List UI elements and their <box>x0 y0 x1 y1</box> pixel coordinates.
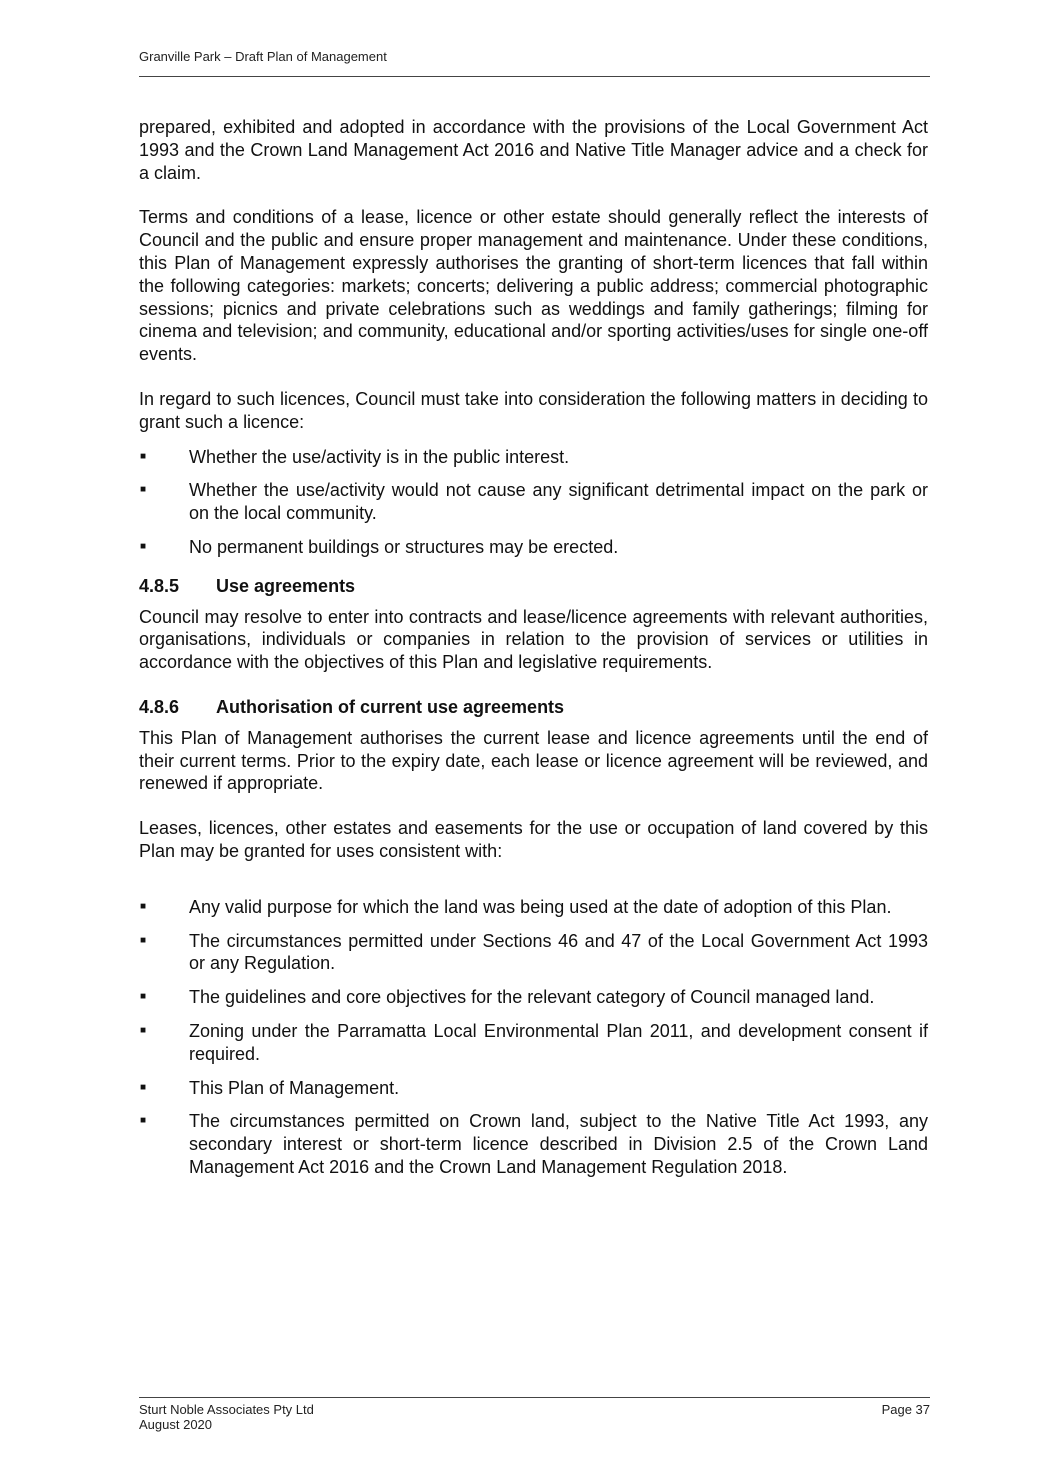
paragraph-licence-matters: In regard to such licences, Council must take into consideration the following matters in deciding to grant such a licence: <box>139 388 928 432</box>
section-title: Authorisation of current use agreements <box>216 696 565 717</box>
bullet-icon: ■ <box>140 991 147 1003</box>
page-body <box>139 116 928 1190</box>
page-number: Page 37 <box>881 1402 930 1417</box>
section-heading-authorisation <box>139 696 928 719</box>
list-item <box>139 1020 928 1066</box>
list-item <box>139 1077 928 1100</box>
footer-date: August 2020 <box>139 1417 213 1432</box>
bullet-icon: ■ <box>140 540 147 552</box>
footer-divider <box>139 1397 930 1398</box>
section-number: 4.8.5 <box>139 575 180 596</box>
list-item <box>139 536 928 559</box>
list-item-text: The guidelines and core objectives for the relevant category of Council managed land. <box>189 987 875 1008</box>
running-header: Granville Park – Draft Plan of Management <box>139 49 387 64</box>
bullet-icon: ■ <box>140 934 147 946</box>
list-item <box>139 896 928 919</box>
footer-company: Sturt Noble Associates Pty Ltd <box>139 1402 314 1417</box>
list-item-text: Any valid purpose for which the land was being used at the date of adoption of this Plan. <box>189 896 892 917</box>
section-title: Use agreements <box>216 575 356 596</box>
licence-considerations-list <box>139 446 928 559</box>
bullet-icon: ■ <box>140 1115 147 1127</box>
section-heading-use-agreements <box>139 575 928 598</box>
list-item <box>139 479 928 525</box>
paragraph-uses-consistent: Leases, licences, other estates and easements for the use or occupation of land covered by this Plan may be granted for uses consistent with: <box>139 818 928 861</box>
list-item <box>139 986 928 1009</box>
list-item-text: The circumstances permitted on Crown land, subject to the Native Title Act 1993, any secondary interest or short-term licence described in Division 2.5 of the Crown Land Management Act 2016 and the Crown Land Management Regulation 2018. <box>189 1111 928 1177</box>
list-item-text: Whether the use/activity would not cause any significant detrimental impact on the park or on the local community. <box>189 480 928 524</box>
paragraph-continuation: prepared, exhibited and adopted in accordance with the provisions of the Local Government Act 1993 and the Crown Land Management Act 2016 and Native Title Manager advice and a check for a claim. <box>139 117 928 183</box>
permitted-uses-list <box>139 896 928 1179</box>
bullet-icon: ■ <box>140 450 147 462</box>
list-item-text: This Plan of Management. <box>189 1077 400 1098</box>
bullet-icon: ■ <box>140 900 147 912</box>
bullet-icon: ■ <box>140 1081 147 1093</box>
header-divider <box>139 76 930 77</box>
list-item-text: The circumstances permitted under Sections 46 and 47 of the Local Government Act 1993 or any Regulation. <box>189 930 928 974</box>
paragraph-use-agreements: Council may resolve to enter into contracts and lease/licence agreements with relevant authorities, organisations, individuals or companies in relation to the provision of services or utilities in accordance with the objectives of this Plan and legislative requirements. <box>139 606 928 673</box>
bullet-icon: ■ <box>140 484 147 496</box>
list-item <box>139 446 928 469</box>
paragraph-authorisation: This Plan of Management authorises the current lease and licence agreements until the end of their current terms. Prior to the expiry date, each lease or licence agreement will be reviewed, and renewed if appropriate. <box>139 727 928 794</box>
list-item-text: Whether the use/activity is in the public interest. <box>189 446 570 467</box>
list-item <box>139 930 928 976</box>
bullet-icon: ■ <box>140 1024 147 1036</box>
section-number: 4.8.6 <box>139 696 180 717</box>
list-item <box>139 1110 928 1178</box>
list-item-text: Zoning under the Parramatta Local Environmental Plan 2011, and development consent if required. <box>189 1020 928 1064</box>
paragraph-lease-terms: Terms and conditions of a lease, licence or other estate should generally reflect the interests of Council and the public and ensure proper management and maintenance. Under these conditions, this Plan of Management expressly authorises the granting of short-term licences that fall within the following categories: markets; concerts; delivering a public address; commercial photographic sessions; picnics and private celebrations such as weddings and family gatherings; filming for cinema and television; and community, educational and/or sporting activities/uses for single one-off events. <box>139 207 928 365</box>
footer-left <box>139 1402 314 1432</box>
list-item-text: No permanent buildings or structures may be erected. <box>189 536 619 557</box>
